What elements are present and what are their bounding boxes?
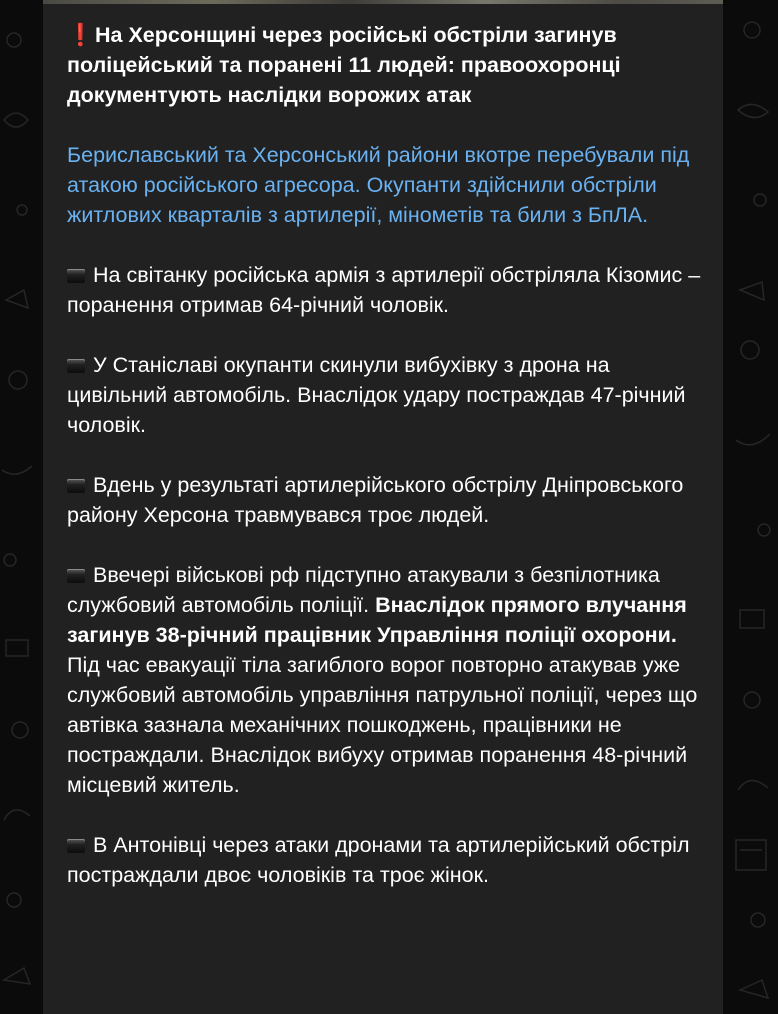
- list-item: Вдень у результаті артилерійського обстрілу Дніпровського району Херсона травмувався троє людей.: [67, 473, 684, 527]
- bold-fragment: Внаслідок прямого влучання загинув 38-річний працівник Управління поліції охорони.: [67, 593, 687, 647]
- list-item: На світанку російська армія з артилерії обстріляла Кізомис – поранення отримав 64-річний чоловік.: [67, 263, 701, 317]
- black-square-icon: [67, 839, 85, 853]
- message-text: [67, 20, 707, 920]
- black-square-icon: [67, 479, 85, 493]
- message-bubble[interactable]: [43, 0, 723, 1014]
- black-square-icon: [67, 269, 85, 283]
- exclamation-icon: ❗: [67, 23, 94, 47]
- black-square-icon: [67, 359, 85, 373]
- black-square-icon: [67, 569, 85, 583]
- attached-media-edge[interactable]: [43, 0, 723, 4]
- list-item: В Антонівці через атаки дронами та артилерійський обстріл постраждали двоє чоловіків та троє жінок.: [67, 833, 690, 887]
- post-lead: Бериславський та Херсонський райони вкотре перебували під атакою російського агресора. Окупанти здійснили обстріли житлових кварталів з артилерії, мінометів та били з БпЛА.: [67, 143, 690, 227]
- post-headline: ❗На Херсонщині через російські обстріли загинув поліцейський та поранені 11 людей: правоохоронці документують наслідки ворожих атак: [67, 20, 707, 110]
- list-item: Ввечері військові рф підступно атакували з безпілотника службовий автомобіль поліції. Внаслідок прямого влучання загинув 38-річний працівник Управління поліції охорони. Під час евакуації тіла загиблого ворог повторно атакував уже службовий автомобіль управління патрульної поліції, через що автівка зазнала механічних пошкоджень, працівники не постраждали. Внаслідок вибуху отримав поранення 48-річний місцевий житель.: [67, 563, 698, 797]
- list-item: У Станіславі окупанти скинули вибухівку з дрона на цивільний автомобіль. Внаслідок удару постраждав 47-річний чоловік.: [67, 353, 686, 437]
